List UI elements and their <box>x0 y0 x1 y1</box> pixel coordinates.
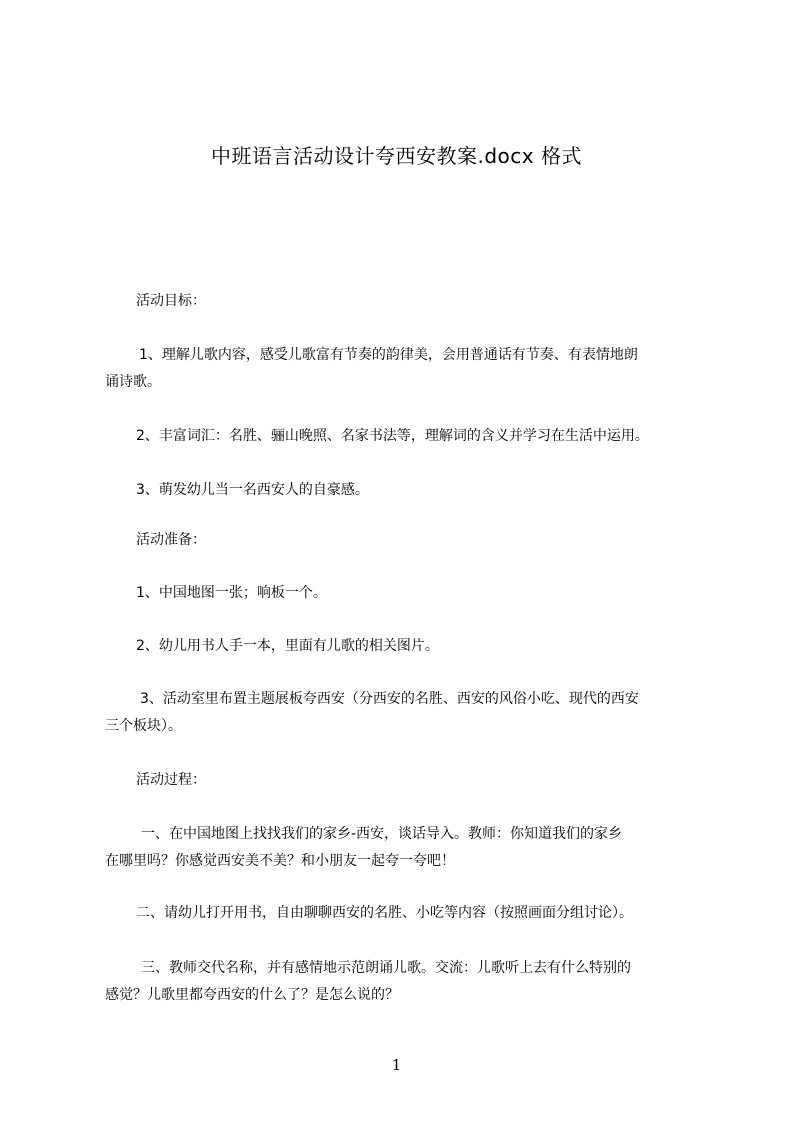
paragraph-preparation-heading <box>105 527 715 554</box>
paragraph-line: 3、萌发幼儿当一名西安人的自豪感。 <box>136 482 369 498</box>
paragraph-line: 1、理解儿歌内容，感受儿歌富有节奏的韵律美，会用普通话有节奏、有表情地朗 <box>139 347 638 363</box>
paragraph-line: 三、教师交代名称，并有感情地示范朗诵儿歌。交流：儿歌听上去有什么特别的 <box>141 960 631 976</box>
paragraph-process-1 <box>105 821 715 875</box>
paragraph-line: 2、丰富词汇：名胜、骊山晚照、名家书法等，理解词的含义并学习在生活中运用。 <box>136 428 649 444</box>
paragraph-line: 活动过程： <box>136 772 206 788</box>
paragraph-preparation-1 <box>105 580 715 607</box>
paragraph-line: 1、中国地图一张；响板一个。 <box>136 585 327 601</box>
paragraph-preparation-3 <box>105 686 715 740</box>
paragraph-objective-1 <box>105 342 715 396</box>
paragraph-objective-2 <box>105 423 715 450</box>
paragraph-objective-3 <box>105 477 715 504</box>
paragraph-objectives-heading <box>105 288 715 315</box>
paragraph-preparation-2 <box>105 633 715 660</box>
paragraph-process-2 <box>105 900 715 927</box>
paragraph-line: 一、在中国地图上找找我们的家乡-西安，谈话导入。教师：你知道我们的家乡 <box>141 826 623 842</box>
paragraph-line: 2、幼儿用书人手一本，里面有儿歌的相关图片。 <box>136 638 439 654</box>
paragraph-line: 活动准备： <box>136 532 206 548</box>
paragraph-line: 三个板块）。 <box>105 718 182 734</box>
paragraph-line: 感觉？儿歌里都夸西安的什么了？是怎么说的？ <box>105 987 399 1003</box>
paragraph-line: 二、请幼儿打开用书，自由聊聊西安的名胜、小吃等内容（按照画面分组讨论）。 <box>136 905 633 921</box>
paragraph-line: 3、活动室里布置主题展板夸西安（分西安的名胜、西安的风俗小吃、现代的西安 <box>140 691 639 707</box>
page-number: 1 <box>391 1056 402 1074</box>
paragraph-process-3 <box>105 955 715 1009</box>
paragraph-line: 在哪里吗？你感觉西安美不美？和小朋友一起夸一夸吧！ <box>105 853 455 869</box>
paragraph-line: 诵诗歌。 <box>105 374 161 390</box>
document-title: 中班语言活动设计夸西安教案.docx 格式 <box>211 144 582 168</box>
paragraph-process-heading <box>105 767 715 794</box>
paragraph-line: 活动目标： <box>136 293 206 309</box>
